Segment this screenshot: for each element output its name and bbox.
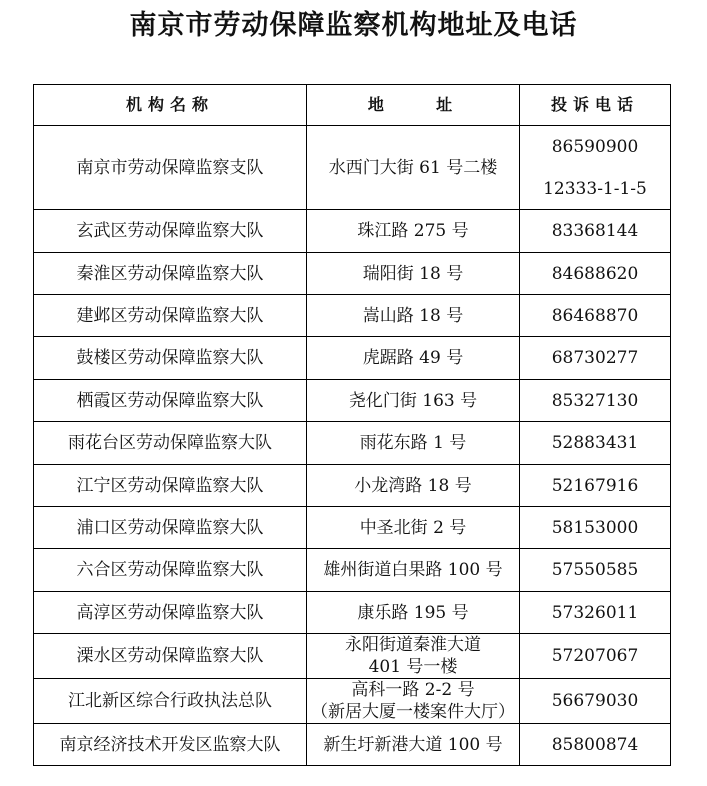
phone-number: 83368144 xyxy=(551,221,639,241)
phone-cell xyxy=(520,337,671,380)
phone-cell xyxy=(520,679,671,724)
phone-number: 84688620 xyxy=(551,263,639,284)
table-row xyxy=(34,295,671,337)
phone-cell xyxy=(520,295,671,337)
address-cell: 尧化门街 163 号 xyxy=(307,380,520,422)
phone-cell xyxy=(520,380,671,422)
address-cell xyxy=(307,679,520,724)
address-line: （新居大厦一楼案件大厅） xyxy=(311,702,515,722)
header-phone: 投诉电话 xyxy=(520,85,671,126)
address-cell: 中圣北街 2 号 xyxy=(307,507,520,549)
address-line: 高科一路 2-2 号 xyxy=(351,680,475,700)
org-name-cell: 江北新区综合行政执法总队 xyxy=(34,679,307,724)
org-name-cell: 栖霞区劳动保障监察大队 xyxy=(34,380,307,422)
org-name-cell: 六合区劳动保障监察大队 xyxy=(34,549,307,592)
phone-cell xyxy=(520,126,671,210)
address-cell xyxy=(307,634,520,679)
org-name-cell: 南京市劳动保障监察支队 xyxy=(34,126,307,210)
phone-cell xyxy=(520,592,671,634)
phone-cell xyxy=(520,422,671,465)
org-name-cell: 鼓楼区劳动保障监察大队 xyxy=(34,337,307,380)
phone-number: 86468870 xyxy=(551,305,639,326)
phone-number: 57550585 xyxy=(551,560,639,580)
phone-cell xyxy=(520,724,671,766)
address-line: 401 号一楼 xyxy=(368,657,458,677)
address-cell: 水西门大街 61 号二楼 xyxy=(307,126,520,210)
org-name-cell: 秦淮区劳动保障监察大队 xyxy=(34,253,307,295)
org-name-cell: 高淳区劳动保障监察大队 xyxy=(34,592,307,634)
address-cell: 虎踞路 49 号 xyxy=(307,337,520,380)
address-cell: 雄州街道白果路 100 号 xyxy=(307,549,520,592)
table-row xyxy=(34,724,671,766)
header-name: 机构名称 xyxy=(34,85,307,126)
address-cell: 珠江路 275 号 xyxy=(307,210,520,253)
address-cell: 康乐路 195 号 xyxy=(307,592,520,634)
phone-number: 68730277 xyxy=(551,348,639,368)
org-name-cell: 江宁区劳动保障监察大队 xyxy=(34,465,307,507)
table-row xyxy=(34,253,671,295)
phone-cell xyxy=(520,634,671,679)
org-name-cell: 玄武区劳动保障监察大队 xyxy=(34,210,307,253)
address-cell: 小龙湾路 18 号 xyxy=(307,465,520,507)
org-name-cell: 浦口区劳动保障监察大队 xyxy=(34,507,307,549)
page-title: 南京市劳动保障监察机构地址及电话 xyxy=(129,10,578,41)
phone-cell xyxy=(520,210,671,253)
table-header-row xyxy=(34,85,671,126)
phone-cell xyxy=(520,253,671,295)
address-cell: 瑞阳街 18 号 xyxy=(307,253,520,295)
org-name-cell: 雨花台区劳动保障监察大队 xyxy=(34,422,307,465)
phone-number: 52883431 xyxy=(551,433,639,453)
table-row xyxy=(34,422,671,465)
phone-number: 52167916 xyxy=(551,475,639,496)
table-row xyxy=(34,592,671,634)
phone-number: 86590900 xyxy=(551,136,639,157)
phone-number: 85800874 xyxy=(551,734,639,755)
address-cell: 雨花东路 1 号 xyxy=(307,422,520,465)
table-row xyxy=(34,337,671,380)
org-name-cell: 建邺区劳动保障监察大队 xyxy=(34,295,307,337)
table-row xyxy=(34,380,671,422)
phone-number: 56679030 xyxy=(551,691,639,711)
address-cell: 嵩山路 18 号 xyxy=(307,295,520,337)
phone-number: 58153000 xyxy=(551,517,639,538)
header-address: 地 址 xyxy=(307,85,520,126)
phone-number: 85327130 xyxy=(551,390,639,411)
phone-cell xyxy=(520,549,671,592)
org-name-cell: 南京经济技术开发区监察大队 xyxy=(34,724,307,766)
table-row xyxy=(34,549,671,592)
phone-cell xyxy=(520,465,671,507)
phone-cell xyxy=(520,507,671,549)
contact-table xyxy=(33,84,671,766)
table-row xyxy=(34,465,671,507)
table-row xyxy=(34,679,671,724)
table-row xyxy=(34,210,671,253)
table-row xyxy=(34,507,671,549)
org-name-cell: 溧水区劳动保障监察大队 xyxy=(34,634,307,679)
phone-number: 12333-1-1-5 xyxy=(543,178,647,199)
address-line: 永阳街道秦淮大道 xyxy=(345,635,481,655)
address-cell: 新生圩新港大道 100 号 xyxy=(307,724,520,766)
phone-number: 57207067 xyxy=(551,646,639,666)
table-row xyxy=(34,126,671,210)
phone-number: 57326011 xyxy=(551,602,639,623)
table-row xyxy=(34,634,671,679)
